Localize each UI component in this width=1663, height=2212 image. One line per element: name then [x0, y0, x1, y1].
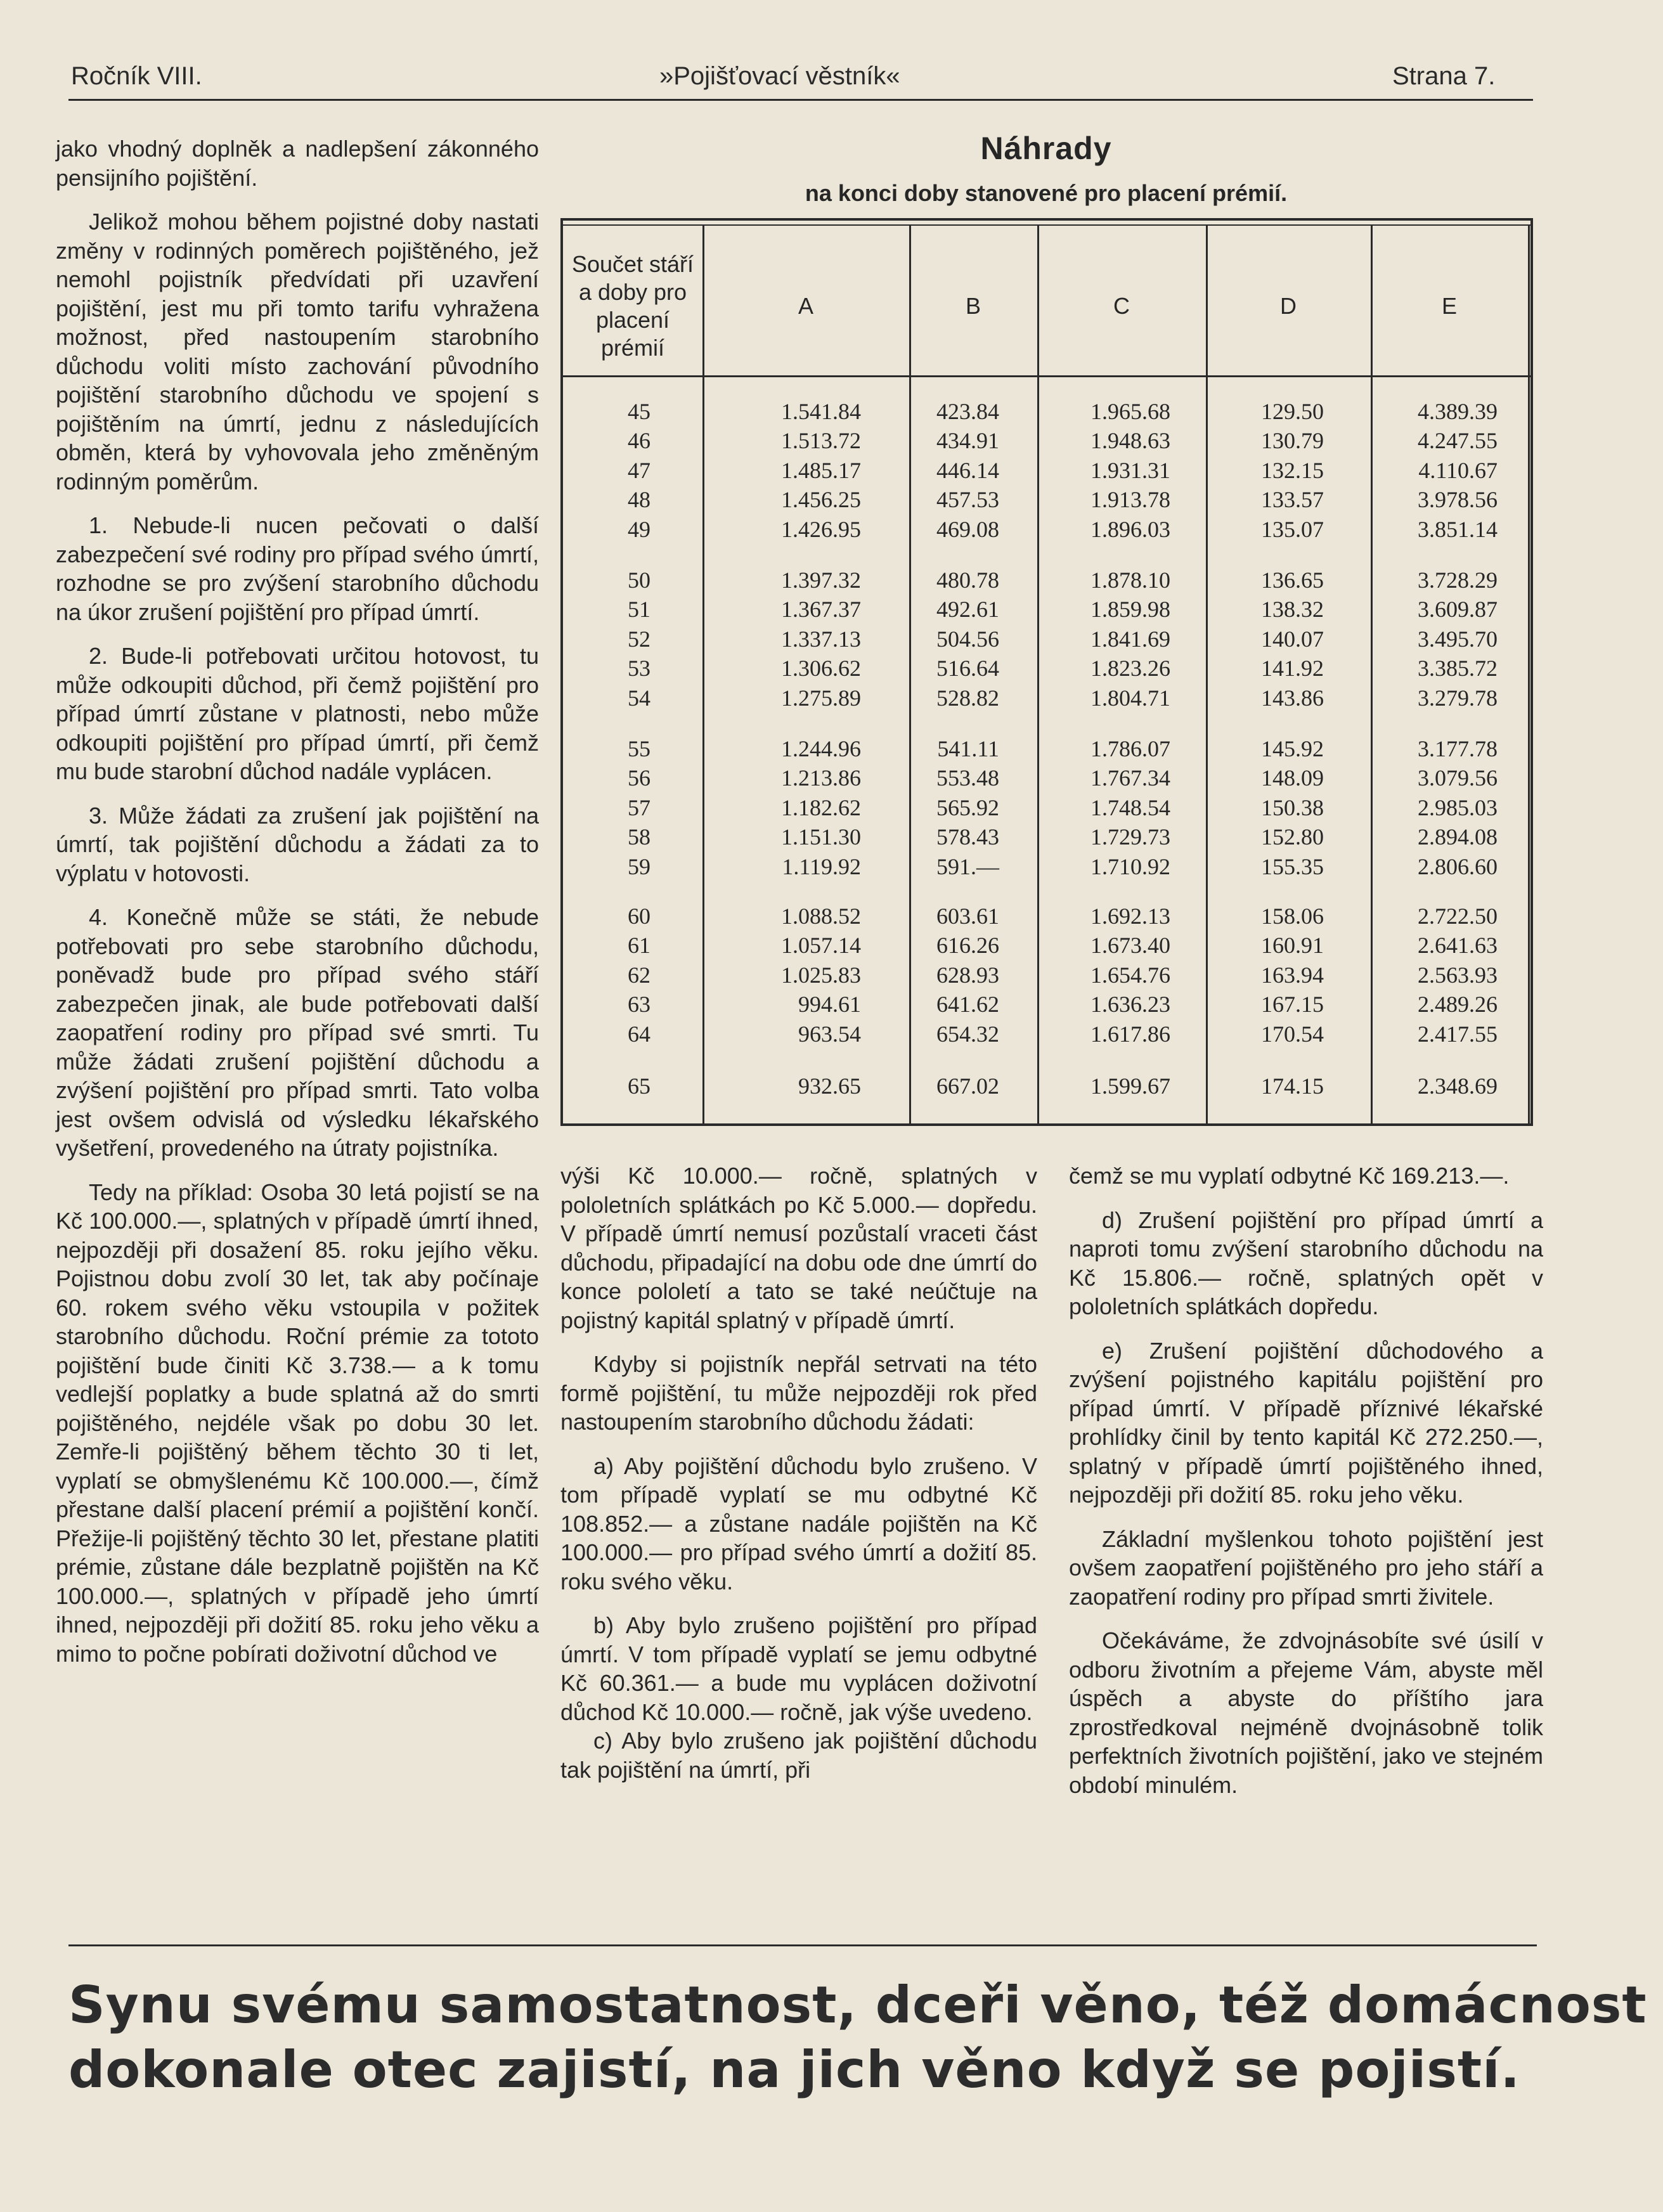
- table-cell-d: 141.92: [1261, 656, 1324, 682]
- table-cell-e: 3.177.78: [1418, 736, 1498, 761]
- table-cell-sum: 50: [628, 567, 650, 593]
- left-text-column: [56, 134, 539, 1683]
- table-cell-e: 4.247.55: [1418, 428, 1498, 454]
- table-cell-b: 446.14: [936, 457, 999, 483]
- table-cell-a: 1.057.14: [781, 933, 861, 959]
- table-cell-sum: 52: [628, 626, 650, 652]
- table-cell-sum: 65: [628, 1073, 650, 1099]
- table-cell-d: 129.50: [1261, 399, 1324, 424]
- table-cell-a: 1.275.89: [781, 685, 861, 711]
- table-cell-a: 1.397.32: [781, 567, 861, 593]
- table-cell-d: 170.54: [1261, 1021, 1324, 1047]
- table-cell-e: 3.978.56: [1418, 487, 1498, 513]
- table-cell-sum: 56: [628, 765, 650, 791]
- table-cell-a: 1.485.17: [781, 457, 861, 483]
- table-cell-a: 1.337.13: [781, 626, 861, 652]
- table-top-inner-rule: [563, 224, 1530, 226]
- table-header-a: A: [798, 293, 813, 319]
- table-cell-e: 2.489.26: [1418, 992, 1498, 1018]
- table-cell-a: 994.61: [798, 992, 861, 1018]
- table-cell-e: 2.722.50: [1418, 903, 1498, 929]
- table-cell-e: 2.348.69: [1418, 1073, 1498, 1099]
- table-cell-c: 1.729.73: [1090, 824, 1170, 850]
- table-header-e: E: [1441, 293, 1457, 319]
- table-cell-sum: 60: [628, 903, 650, 929]
- table-cell-e: 3.609.87: [1418, 597, 1498, 623]
- table-cell-a: 1.119.92: [782, 853, 861, 879]
- table-header-d: D: [1280, 293, 1297, 319]
- table-cell-c: 1.636.23: [1090, 992, 1170, 1018]
- table-cell-d: 160.91: [1261, 933, 1324, 959]
- table-cell-c: 1.948.63: [1090, 428, 1170, 454]
- table-cell-b: 616.26: [936, 933, 999, 959]
- table-cell-sum: 58: [628, 824, 650, 850]
- middle-text-column: [560, 1161, 1037, 1799]
- table-title: Náhrady: [980, 131, 1112, 166]
- table-cell-e: 2.563.93: [1418, 962, 1498, 988]
- table-cell-b: 628.93: [936, 962, 999, 988]
- table-cell-c: 1.786.07: [1090, 736, 1170, 761]
- table-cell-e: 4.110.67: [1418, 457, 1498, 483]
- table-cell-e: 2.985.03: [1418, 794, 1498, 820]
- table-cell-c: 1.913.78: [1090, 487, 1170, 513]
- table-cell-d: 150.38: [1261, 794, 1324, 820]
- table-cell-d: 152.80: [1261, 824, 1324, 850]
- table-cell-a: 1.367.37: [781, 597, 861, 623]
- paragraph: b) Aby bylo zrušeno pojištění pro případ úmrtí. V tom případě vyplatí se jemu odbytné Kč 60.361.— a bude mu vyplácen doživotní důchod Kč 10.000.— ročně, jak výše uvedeno.: [560, 1612, 1037, 1725]
- table-cell-sum: 46: [628, 428, 650, 454]
- table-cell-b: 654.32: [936, 1021, 999, 1047]
- table-cell-c: 1.878.10: [1090, 567, 1170, 593]
- paragraph: Očekáváme, že zdvojnásobíte své úsilí v odboru životním a přejeme Vám, abyste měl úspěch a abyste do příštího jara zprostředkoval nejméně dvojnásobně tolik perfektních životních pojištění, jako ve stejném období minulém.: [1069, 1627, 1543, 1798]
- table-cell-c: 1.965.68: [1090, 399, 1170, 424]
- table-cell-e: 3.728.29: [1418, 567, 1498, 593]
- paragraph: d) Zrušení pojištění pro případ úmrtí a naproti tomu zvýšení starobního důchodu na Kč 15.806.— ročně, splatných opět v pololetních splátkách dopředu.: [1069, 1206, 1543, 1319]
- header-rule: [68, 99, 1533, 101]
- paragraph: 4. Konečně může se státi, že nebude potřebovati pro sebe starobního důchodu, poněvadž bude pro případ svého stáří zabezpečen jinak, ale bude potřebovati další zaopatření rodiny pro případ své smrti. Tu může žádati zrušení pojištění důchodu a zvýšení pojištění pro případ smrti. Tato volba jest ovšem odvislá od výsledku lékařského vyšetření, provedeného na útraty pojistníka.: [56, 904, 539, 1161]
- paragraph: Kdyby si pojistník nepřál setrvati na této formě pojištění, tu může nejpozději rok před nastoupením starobního důchodu žádati:: [560, 1351, 1037, 1435]
- table-cell-b: 528.82: [936, 685, 999, 711]
- table-cell-a: 963.54: [798, 1021, 861, 1047]
- paragraph: Tedy na příklad: Osoba 30 letá pojistí se na Kč 100.000.—, splatných v případě úmrtí ihned, nejpozději při dosažení 85. roku jejího věku. Pojistnou dobu zvolí 30 let, tak aby počínaje 60. rokem svého věku vstoupila v požitek starobního důchodu. Roční prémie za tototo pojištění bude činiti Kč 3.738.— a k tomu vedlejší poplatky a bude splatná až do smrti pojištěného, nejdéle však po dobu 30 let. Zemře-li pojištěný během těchto 30 ti let, vyplatí se obmyšlenému Kč 100.000.—, čímž přestane další placení prémií a pojištění končí. Přežije-li pojištěný těchto 30 let, přestane platiti prémie, zůstane dále bezplatně pojištěn na Kč 100.000.—, splatných v případě jeho úmrtí ihned, nejpozději při dožití 85. roku jeho věku a mimo to počne pobírati doživotní důchod ve: [56, 1179, 539, 1667]
- table-cell-sum: 64: [628, 1021, 650, 1047]
- table-cell-a: 932.65: [798, 1073, 861, 1099]
- table-cell-b: 667.02: [936, 1073, 999, 1099]
- table-cell-a: 1.456.25: [781, 487, 861, 513]
- table-cell-e: 2.806.60: [1418, 853, 1498, 879]
- paragraph: výši Kč 10.000.— ročně, splatných v pololetních splátkách po Kč 5.000.— dopředu. V případě úmrtí nemusí pozůstalí vraceti část důchodu, připadající na dobu ode dne úmrtí do konce pololetí a tato se také neúčtuje na pojistný kapitál splatný v případě úmrtí.: [560, 1163, 1037, 1333]
- table-cell-c: 1.859.98: [1090, 597, 1170, 623]
- table-cell-e: 3.495.70: [1418, 626, 1498, 652]
- table-cell-b: 504.56: [936, 626, 999, 652]
- paragraph: c) Aby bylo zrušeno jak pojištění důchodu tak pojištění na úmrtí, při: [560, 1728, 1037, 1783]
- table-cell-c: 1.673.40: [1090, 933, 1170, 959]
- table-cell-b: 492.61: [936, 597, 999, 623]
- table-cell-d: 143.86: [1261, 685, 1324, 711]
- table-cell-c: 1.767.34: [1090, 765, 1170, 791]
- table-header-rule: [563, 375, 1530, 377]
- paragraph: jako vhodný doplněk a nadlepšení zákonného pensijního pojištění.: [56, 136, 539, 191]
- table-cell-e: 2.894.08: [1418, 824, 1498, 850]
- table-subtitle: na konci doby stanovené pro placení prémií.: [805, 180, 1288, 206]
- table-cell-e: 2.641.63: [1418, 933, 1498, 959]
- table-cell-e: 4.389.39: [1418, 399, 1498, 424]
- table-cell-sum: 55: [628, 736, 650, 761]
- table-cell-a: 1.513.72: [781, 428, 861, 454]
- table-cell-c: 1.617.86: [1090, 1021, 1170, 1047]
- table-cell-a: 1.088.52: [781, 903, 861, 929]
- table-cell-d: 174.15: [1261, 1073, 1324, 1099]
- column-divider: [1528, 224, 1530, 1123]
- table-cell-c: 1.823.26: [1090, 656, 1170, 682]
- table-cell-c: 1.654.76: [1090, 962, 1170, 988]
- slogan-line-2: dokonale otec zajistí, na jich věno když se pojistí.: [68, 2040, 1520, 2099]
- table-cell-sum: 59: [628, 853, 650, 879]
- table-cell-sum: 48: [628, 487, 650, 513]
- table-cell-c: 1.931.31: [1090, 457, 1170, 483]
- table-cell-d: 163.94: [1261, 962, 1324, 988]
- table-cell-d: 145.92: [1261, 736, 1324, 761]
- compensation-table: [560, 218, 1533, 1126]
- paragraph: 1. Nebude-li nucen pečovati o další zabezpečení své rodiny pro případ svého úmrtí, rozhodne se pro zvýšení starobního důchodu na úkor zrušení pojištění pro případ úmrtí.: [56, 512, 539, 625]
- table-cell-b: 603.61: [936, 903, 999, 929]
- paragraph: e) Zrušení pojištění důchodového a zvýšení pojistného kapitálu pojištění pro případ úmrtí. V případě příznivé lékařské prohlídky činil by tento kapitál Kč 272.250.—, splatný v případě úmrtí pojištěného ihned, nejpozději při dožití 85. roku jeho věku.: [1069, 1337, 1543, 1508]
- table-cell-d: 135.07: [1261, 516, 1324, 542]
- table-cell-d: 158.06: [1261, 903, 1324, 929]
- table-cell-c: 1.841.69: [1090, 626, 1170, 652]
- table-cell-d: 133.57: [1261, 487, 1324, 513]
- table-cell-d: 140.07: [1261, 626, 1324, 652]
- table-cell-b: 641.62: [936, 992, 999, 1018]
- table-cell-d: 148.09: [1261, 765, 1324, 791]
- table-cell-b: 565.92: [936, 794, 999, 820]
- table-cell-sum: 62: [628, 962, 650, 988]
- table-cell-sum: 54: [628, 685, 650, 711]
- right-text-column: [1069, 1161, 1543, 1814]
- table-cell-d: 155.35: [1261, 853, 1324, 879]
- table-cell-a: 1.306.62: [781, 656, 861, 682]
- table-cell-c: 1.599.67: [1090, 1073, 1170, 1099]
- paragraph: Jelikož mohou během pojistné doby nastati změny v rodinných poměrech pojištěného, jež nemohl pojistník předvídati při uzavření pojištění, jest mu při tomto tarifu vyhražena možnost, před nastoupením starobního důchodu voliti místo zachování původního pojištění starobního důchodu ve spojení s pojištěním na úmrtí, jednu z následujících obměn, která by vyhovovala jeho změněným rodinným poměrům.: [56, 209, 539, 495]
- table-cell-sum: 53: [628, 656, 650, 682]
- paragraph: Základní myšlenkou tohoto pojištění jest ovšem zaopatření pojištěného pro jeho stáří a zaopatření rodiny pro případ smrti živitele.: [1069, 1525, 1543, 1610]
- paragraph: 3. Může žádati za zrušení jak pojištění na úmrtí, tak pojištění důchodu a žádati za to výplatu v hotovosti.: [56, 802, 539, 886]
- table-cell-d: 130.79: [1261, 428, 1324, 454]
- table-cell-a: 1.541.84: [781, 399, 861, 424]
- slogan-line-1: Synu svému samostatnost, dceři věno, též domácnost: [68, 1976, 1647, 2034]
- table-cell-c: 1.896.03: [1090, 516, 1170, 542]
- table-cell-b: 423.84: [936, 399, 999, 424]
- table-cell-d: 132.15: [1261, 457, 1324, 483]
- table-cell-b: 457.53: [936, 487, 999, 513]
- table-cell-a: 1.213.86: [781, 765, 861, 791]
- journal-title: »Pojišťovací věstník«: [659, 62, 900, 90]
- table-cell-d: 138.32: [1261, 597, 1324, 623]
- table-header-sum: Součet stáří a doby pro placení prémií: [571, 251, 694, 361]
- table-cell-sum: 51: [628, 597, 650, 623]
- table-cell-sum: 49: [628, 516, 650, 542]
- table-cell-a: 1.244.96: [781, 736, 861, 761]
- table-cell-e: 2.417.55: [1418, 1021, 1498, 1047]
- table-cell-b: 480.78: [936, 567, 999, 593]
- table-cell-d: 136.65: [1261, 567, 1324, 593]
- table-cell-b: 469.08: [936, 516, 999, 542]
- table-cell-sum: 61: [628, 933, 650, 959]
- table-cell-c: 1.748.54: [1090, 794, 1170, 820]
- table-cell-sum: 57: [628, 794, 650, 820]
- table-cell-sum: 45: [628, 399, 650, 424]
- table-cell-c: 1.804.71: [1090, 685, 1170, 711]
- table-cell-a: 1.025.83: [781, 962, 861, 988]
- table-cell-b: 553.48: [936, 765, 999, 791]
- table-cell-b: 516.64: [936, 656, 999, 682]
- table-cell-c: 1.710.92: [1090, 853, 1170, 879]
- table-cell-a: 1.151.30: [781, 824, 861, 850]
- table-header-c: C: [1113, 293, 1130, 319]
- table-cell-e: 3.851.14: [1418, 516, 1498, 542]
- table-cell-d: 167.15: [1261, 992, 1324, 1018]
- page-number: Strana 7.: [1392, 62, 1496, 90]
- paragraph: a) Aby pojištění důchodu bylo zrušeno. V tom případě vyplatí se mu odbytné Kč 108.852.— a zůstane nadále pojištěn na Kč 100.000.— pro případ svého úmrtí a dožití 85. roku svého věku.: [560, 1452, 1037, 1594]
- table-cell-e: 3.279.78: [1418, 685, 1498, 711]
- table-cell-e: 3.385.72: [1418, 656, 1498, 682]
- table-cell-sum: 63: [628, 992, 650, 1018]
- table-cell-b: 591.—: [936, 853, 999, 879]
- table-cell-b: 434.91: [936, 428, 999, 454]
- table-cell-sum: 47: [628, 457, 650, 483]
- table-header-b: B: [965, 293, 981, 319]
- volume-label: Ročník VIII.: [71, 62, 202, 90]
- table-cell-b: 541.11: [937, 736, 999, 761]
- table-cell-e: 3.079.56: [1418, 765, 1498, 791]
- table-cell-a: 1.182.62: [781, 794, 861, 820]
- table-cell-b: 578.43: [936, 824, 999, 850]
- paragraph: 2. Bude-li potřebovati určitou hotovost, tu může odkoupiti důchod, při čemž pojištění pro případ úmrtí zůstane v platnosti, nebo může odkoupiti pojištění pro případ úmrtí, při čemž mu bude starobní důchod nadále vyplácen.: [56, 643, 539, 784]
- table-cell-a: 1.426.95: [781, 516, 861, 542]
- paragraph: čemž se mu vyplatí odbytné Kč 169.213.—.: [1069, 1163, 1510, 1189]
- footer-rule: [68, 1944, 1537, 1946]
- table-cell-c: 1.692.13: [1090, 903, 1170, 929]
